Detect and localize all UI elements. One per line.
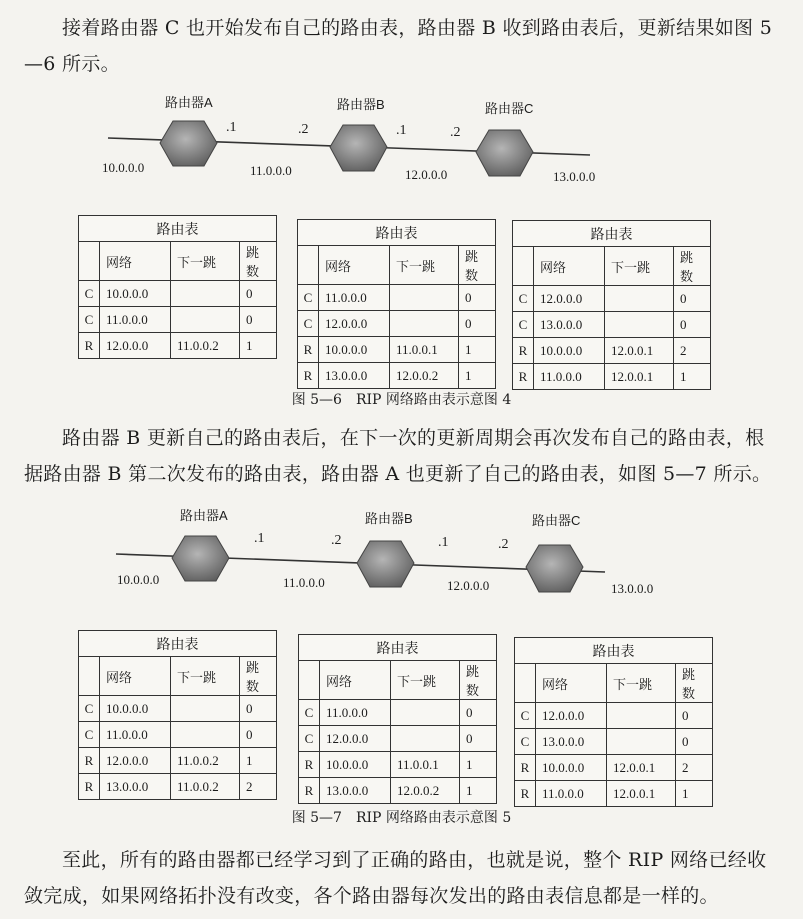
router-c-label: 路由器C [532, 513, 581, 528]
table-cell: 11.0.0.0 [536, 781, 607, 807]
column-header: 网络 [536, 664, 607, 703]
table-cell: 12.0.0.1 [607, 781, 676, 807]
router-c-icon [526, 545, 583, 592]
port-label: .2 [450, 125, 461, 140]
table-cell: R [79, 748, 100, 774]
port-label: .2 [298, 122, 309, 137]
table-cell: 0 [676, 703, 713, 729]
table-row [298, 337, 496, 363]
table-cell: C [299, 726, 320, 752]
column-header: 网络 [100, 657, 171, 696]
table-row [513, 364, 711, 390]
table-row [299, 778, 497, 804]
table-title: 路由表 [79, 631, 277, 657]
column-header [515, 664, 536, 703]
network-label: 11.0.0.0 [283, 575, 325, 590]
table-cell: 1 [674, 364, 711, 390]
column-header: 下一跳 [171, 242, 240, 281]
router-b-label: 路由器B [337, 97, 385, 112]
table-cell: 1 [460, 778, 497, 804]
router-b-icon [330, 125, 387, 171]
table-cell: 0 [460, 726, 497, 752]
table-cell [390, 285, 459, 311]
table-row [299, 752, 497, 778]
table-cell: C [513, 312, 534, 338]
table-cell: 12.0.0.1 [605, 338, 674, 364]
router-a-icon [160, 121, 217, 166]
network-label: 13.0.0.0 [611, 581, 654, 596]
network-label: 12.0.0.0 [405, 167, 448, 182]
table-cell: 0 [676, 729, 713, 755]
table-cell: 1 [459, 337, 496, 363]
table-cell: 13.0.0.0 [534, 312, 605, 338]
network-label: 10.0.0.0 [117, 572, 160, 587]
table-cell: 13.0.0.0 [319, 363, 390, 389]
column-header [513, 247, 534, 286]
column-header: 下一跳 [390, 246, 459, 285]
router-c-icon [476, 130, 533, 176]
table-cell: C [299, 700, 320, 726]
table-cell [390, 311, 459, 337]
network-label: 11.0.0.0 [250, 163, 292, 178]
table-cell: C [298, 311, 319, 337]
routing-table-a [78, 215, 277, 359]
table-cell: 0 [460, 700, 497, 726]
table-cell: 12.0.0.2 [391, 778, 460, 804]
body-paragraph: 路由器 B 更新自己的路由表后，在下一次的更新周期会再次发布自己的路由表，根据路由器 B 第二次发布的路由表，路由器 A 也更新了自己的路由表，如图 5—7 所示。 [24, 427, 772, 485]
table-title: 路由表 [515, 638, 713, 664]
router-a-label: 路由器A [165, 95, 213, 110]
routing-table-c [514, 637, 713, 807]
table-cell: 0 [240, 307, 277, 333]
table-row [299, 700, 497, 726]
table-cell [605, 312, 674, 338]
port-label: .2 [331, 533, 342, 548]
network-label: 12.0.0.0 [447, 578, 490, 593]
figure-5-7 [0, 495, 803, 825]
table-cell: C [79, 307, 100, 333]
table-cell: 10.0.0.0 [536, 755, 607, 781]
column-header [79, 657, 100, 696]
column-header: 网络 [319, 246, 390, 285]
table-row [513, 312, 711, 338]
router-a-icon [172, 536, 229, 581]
table-cell: C [298, 285, 319, 311]
table-cell: 2 [674, 338, 711, 364]
table-cell: 0 [459, 285, 496, 311]
table-cell: 13.0.0.0 [100, 774, 171, 800]
column-header: 网络 [100, 242, 171, 281]
column-header [299, 661, 320, 700]
column-header: 跳数 [240, 242, 277, 281]
router-c-label: 路由器C [485, 101, 534, 116]
table-row [79, 307, 277, 333]
table-cell: C [79, 722, 100, 748]
table-cell: 1 [459, 363, 496, 389]
column-header: 跳数 [240, 657, 277, 696]
table-row [515, 781, 713, 807]
table-cell: 12.0.0.0 [534, 286, 605, 312]
table-cell: R [79, 774, 100, 800]
table-cell: 12.0.0.2 [390, 363, 459, 389]
table-cell: C [79, 696, 100, 722]
table-cell: C [515, 729, 536, 755]
table-cell: 11.0.0.0 [100, 307, 171, 333]
table-row [513, 338, 711, 364]
table-cell: 11.0.0.1 [391, 752, 460, 778]
network-label: 13.0.0.0 [553, 169, 596, 184]
figure-5-6 [0, 0, 803, 400]
port-label: .2 [498, 537, 509, 552]
table-cell: R [515, 781, 536, 807]
table-cell: 1 [240, 748, 277, 774]
table-cell: 12.0.0.0 [320, 726, 391, 752]
table-cell: 12.0.0.0 [100, 748, 171, 774]
port-label: .1 [396, 123, 407, 138]
table-cell [607, 729, 676, 755]
table-cell: 12.0.0.1 [605, 364, 674, 390]
column-header: 下一跳 [391, 661, 460, 700]
routing-table-c [512, 220, 711, 390]
table-row [515, 703, 713, 729]
table-cell: R [515, 755, 536, 781]
table-cell: R [513, 338, 534, 364]
table-row [79, 696, 277, 722]
table-cell: 12.0.0.1 [607, 755, 676, 781]
router-b-label: 路由器B [365, 511, 413, 526]
table-cell: 10.0.0.0 [534, 338, 605, 364]
intro-paragraph: 接着路由器 C 也开始发布自己的路由表，路由器 B 收到路由表后，更新结果如图 5—6 所示。 [24, 17, 773, 75]
table-cell [171, 722, 240, 748]
table-cell: 12.0.0.0 [100, 333, 171, 359]
table-row [79, 281, 277, 307]
table-cell: 10.0.0.0 [100, 281, 171, 307]
column-header [79, 242, 100, 281]
table-cell: 10.0.0.0 [320, 752, 391, 778]
table-cell: C [513, 286, 534, 312]
table-cell: 0 [459, 311, 496, 337]
table-row [299, 726, 497, 752]
table-cell [607, 703, 676, 729]
table-cell [605, 286, 674, 312]
column-header: 下一跳 [607, 664, 676, 703]
table-cell [391, 726, 460, 752]
routing-table-b [297, 219, 496, 389]
table-cell: 1 [460, 752, 497, 778]
table-row [79, 722, 277, 748]
table-title: 路由表 [299, 635, 497, 661]
table-cell [171, 281, 240, 307]
table-cell: 11.0.0.2 [171, 748, 240, 774]
table-row [298, 285, 496, 311]
table-cell: R [299, 752, 320, 778]
figure-caption: 图 5—7 RIP 网络路由表示意图 5 [291, 810, 512, 826]
column-header: 跳数 [674, 247, 711, 286]
column-header: 网络 [534, 247, 605, 286]
table-cell: 2 [676, 755, 713, 781]
table-row [513, 286, 711, 312]
table-cell: 11.0.0.0 [534, 364, 605, 390]
table-cell: 11.0.0.0 [319, 285, 390, 311]
table-cell: 11.0.0.0 [100, 722, 171, 748]
table-cell: R [298, 363, 319, 389]
table-row [79, 333, 277, 359]
port-label: .1 [254, 531, 265, 546]
table-cell: 13.0.0.0 [320, 778, 391, 804]
table-cell: 12.0.0.0 [319, 311, 390, 337]
table-cell: 12.0.0.0 [536, 703, 607, 729]
table-cell: 0 [240, 696, 277, 722]
table-title: 路由表 [79, 216, 277, 242]
table-cell: 1 [240, 333, 277, 359]
router-a-label: 路由器A [180, 508, 228, 523]
table-row [515, 755, 713, 781]
table-row [79, 748, 277, 774]
table-cell: 10.0.0.0 [100, 696, 171, 722]
table-cell: 11.0.0.2 [171, 333, 240, 359]
table-title: 路由表 [298, 220, 496, 246]
column-header: 跳数 [459, 246, 496, 285]
table-row [79, 774, 277, 800]
column-header: 下一跳 [171, 657, 240, 696]
table-cell [171, 696, 240, 722]
table-cell: C [79, 281, 100, 307]
table-cell: R [79, 333, 100, 359]
table-cell: 1 [676, 781, 713, 807]
network-label: 10.0.0.0 [102, 160, 145, 175]
table-cell: 11.0.0.2 [171, 774, 240, 800]
table-cell: R [298, 337, 319, 363]
column-header: 网络 [320, 661, 391, 700]
table-cell: 2 [240, 774, 277, 800]
table-cell: R [513, 364, 534, 390]
routing-table-b [298, 634, 497, 804]
table-cell: 11.0.0.0 [320, 700, 391, 726]
port-label: .1 [438, 535, 449, 550]
router-b-icon [357, 541, 414, 587]
table-cell: 10.0.0.0 [319, 337, 390, 363]
port-label: .1 [226, 120, 237, 135]
table-row [298, 363, 496, 389]
table-cell: 0 [240, 281, 277, 307]
table-title: 路由表 [513, 221, 711, 247]
table-cell: 11.0.0.1 [390, 337, 459, 363]
table-cell: R [299, 778, 320, 804]
routing-table-a [78, 630, 277, 800]
figure-caption: 图 5—6 RIP 网络路由表示意图 4 [291, 392, 512, 408]
column-header: 下一跳 [605, 247, 674, 286]
body-paragraph: 至此，所有的路由器都已经学习到了正确的路由，也就是说，整个 RIP 网络已经收敛完成，如果网络拓扑没有改变，各个路由器每次发出的路由表信息都是一样的。 [24, 849, 767, 907]
column-header [298, 246, 319, 285]
column-header: 跳数 [460, 661, 497, 700]
table-cell: 0 [674, 286, 711, 312]
table-row [298, 311, 496, 337]
table-cell [171, 307, 240, 333]
table-cell: 0 [240, 722, 277, 748]
table-row [515, 729, 713, 755]
table-cell [391, 700, 460, 726]
table-cell: C [515, 703, 536, 729]
column-header: 跳数 [676, 664, 713, 703]
table-cell: 13.0.0.0 [536, 729, 607, 755]
table-cell: 0 [674, 312, 711, 338]
